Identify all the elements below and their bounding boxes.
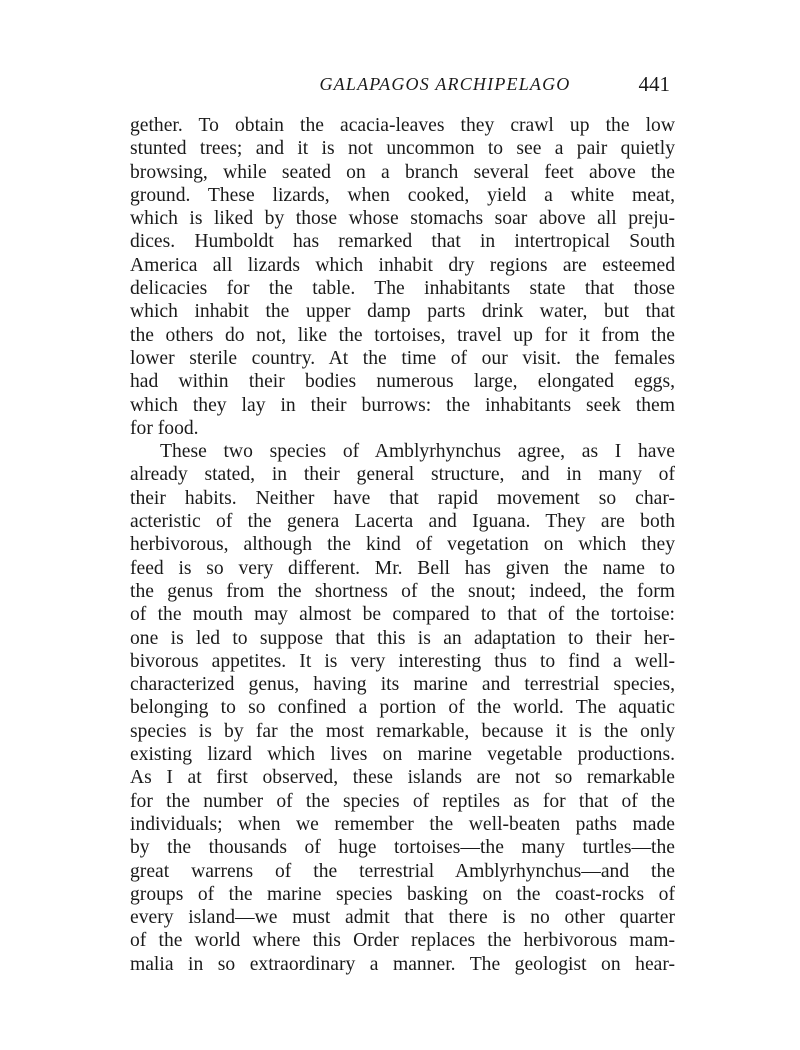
text-line: of the world where this Order replaces the herbivorous mam- (130, 930, 675, 952)
page-number: 441 (638, 72, 670, 96)
text-line: lower sterile country. At the time of our visit. the females (130, 347, 675, 369)
text-line: characterized genus, having its marine and terrestrial species, (130, 674, 675, 696)
text-line: one is led to suppose that this is an adaptation to their her- (130, 627, 675, 649)
text-line: by the thousands of huge tortoises—the many turtles—the (130, 837, 675, 859)
text-line: existing lizard which lives on marine vegetable productions. (130, 744, 675, 766)
running-head-title: GALAPAGOS ARCHIPELAGO (319, 74, 571, 94)
text-line: which is liked by those whose stomachs soar above all preju- (130, 208, 675, 230)
text-line: their habits. Neither have that rapid movement so char- (130, 487, 675, 509)
text-line: bivorous appetites. It is very interesting thus to find a well- (130, 650, 675, 672)
text-line: groups of the marine species basking on the coast-rocks of (130, 883, 675, 905)
text-line: stunted trees; and it is not uncommon to see a pair quietly (130, 138, 675, 160)
text-line: herbivorous, although the kind of vegetation on which they (130, 534, 675, 556)
text-line: which they lay in their burrows: the inhabitants seek them (130, 394, 675, 416)
text-line: acteristic of the genera Lacerta and Iguana. They are both (130, 511, 675, 533)
text-line: individuals; when we remember the well-beaten paths made (130, 813, 675, 835)
running-head (130, 74, 670, 104)
text-line: every island—we must admit that there is no other quarter (130, 907, 675, 929)
text-line: belonging to so confined a portion of the world. The aquatic (130, 697, 675, 719)
text-line: the genus from the shortness of the snout; indeed, the form (130, 580, 675, 602)
text-line: As I at first observed, these islands are not so remarkable (130, 767, 675, 789)
text-line: great warrens of the terrestrial Amblyrhynchus—and the (130, 860, 675, 882)
text-line: feed is so very different. Mr. Bell has given the name to (130, 557, 675, 579)
text-line: malia in so extraordinary a manner. The geologist on hear- (130, 953, 675, 975)
text-line: These two species of Amblyrhynchus agree, as I have (160, 441, 675, 463)
text-line: gether. To obtain the acacia-leaves they crawl up the low (130, 115, 675, 136)
text-line: which inhabit the upper damp parts drink water, but that (130, 301, 675, 323)
text-line: for the number of the species of reptiles as for that of the (130, 790, 675, 812)
text-line: America all lizards which inhabit dry regions are esteemed (130, 254, 675, 276)
body-text (130, 114, 675, 976)
text-line: delicacies for the table. The inhabitants state that those (130, 278, 675, 300)
text-line: the others do not, like the tortoises, travel up for it from the (130, 324, 675, 346)
text-line: had within their bodies numerous large, elongated eggs, (130, 371, 675, 393)
text-line: of the mouth may almost be compared to that of the tortoise: (130, 604, 675, 626)
text-line: species is by far the most remarkable, because it is the only (130, 720, 675, 742)
text-line: browsing, while seated on a branch several feet above the (130, 161, 675, 183)
text-line: already stated, in their general structure, and in many of (130, 464, 675, 486)
text-line: for food. (130, 417, 199, 439)
text-line: ground. These lizards, when cooked, yield a white meat, (130, 184, 675, 206)
text-line: dices. Humboldt has remarked that in intertropical South (130, 231, 675, 253)
